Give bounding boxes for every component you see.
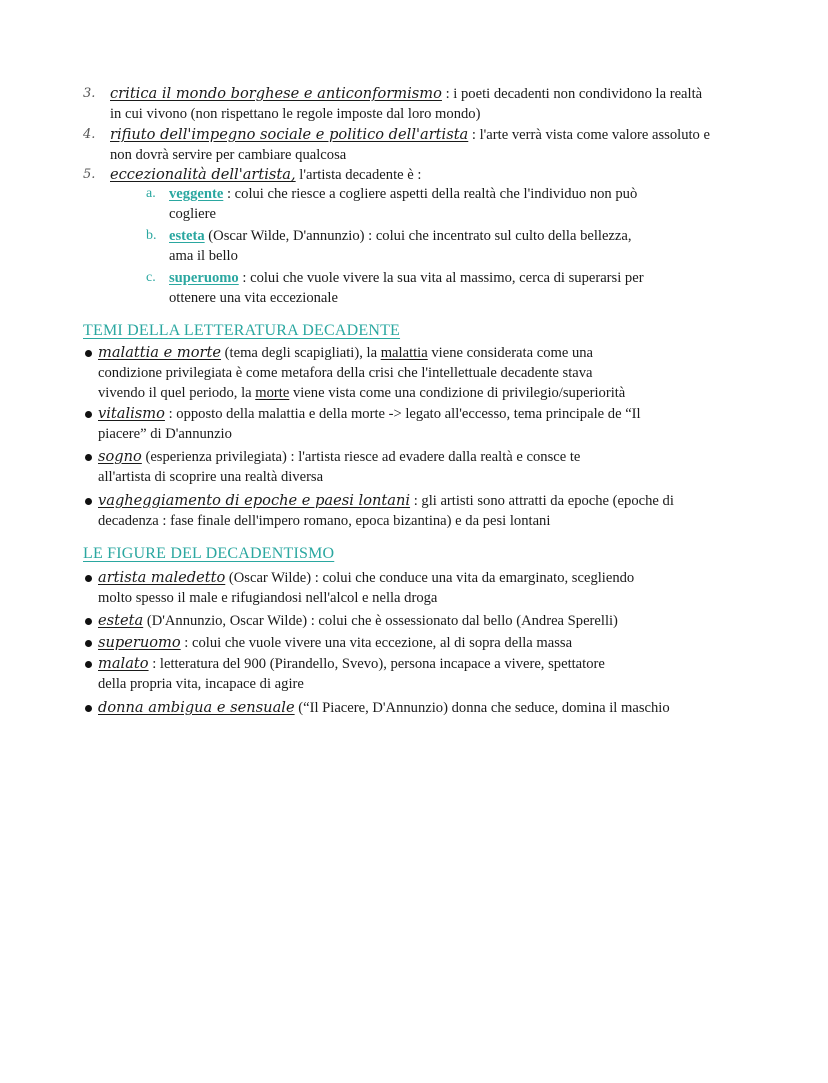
temi-4-term: vagheggiamento di epoche e paesi lontani — [98, 492, 411, 509]
item-4-text: : l'arte verrà vista come valore assoluto e — [468, 127, 710, 143]
sub-b-text: (Oscar Wilde, D'annunzio) : colui che incentrato sul culto della bellezza, — [204, 228, 632, 244]
figure-bullet-5 — [98, 698, 670, 718]
temi-1-term: malattia e morte — [98, 344, 222, 361]
temi-2-text: : opposto della malattia e della morte -> legato all'eccesso, tema principale de “Il — [164, 406, 641, 422]
temi-4-text: : gli artisti sono attratti da epoche (epoche di — [410, 493, 674, 509]
temi-1-morte: morte — [255, 385, 290, 401]
figure-4-continuation: della propria vita, incapace di agire — [98, 676, 304, 692]
sub-b-keyword: esteta — [169, 228, 205, 244]
temi-4-continuation: decadenza : fase finale dell'impero romano, epoca bizantina) e da pesi lontani — [98, 513, 551, 529]
bullet-dot — [85, 705, 92, 712]
item-3-term: critica il mondo borghese e anticonformismo — [110, 85, 442, 102]
sub-item-c — [169, 268, 644, 288]
bullet-dot — [85, 350, 92, 357]
figure-1-text: (Oscar Wilde) : colui che conduce una vita da emarginato, scegliendo — [225, 570, 635, 586]
figure-3-text: : colui che vuole vivere una vita eccezione, al di sopra della massa — [180, 635, 573, 651]
item-3-continuation: in cui vivono (non rispettano le regole imposte dal loro mondo) — [110, 106, 481, 122]
temi-1-continuation-1: condizione privilegiata è come metafora della crisi che l'intellettuale decadente stava — [98, 365, 593, 381]
figure-5-text: (“Il Piacere, D'Annunzio) donna che seduce, domina il maschio — [294, 700, 670, 716]
sub-c-keyword: superuomo — [169, 270, 239, 286]
sub-b-continuation: ama il bello — [169, 248, 238, 264]
figure-3-term: superuomo — [98, 634, 181, 651]
sub-item-a — [169, 184, 637, 204]
temi-1-cont2-a: vivendo il quel periodo, la — [98, 385, 256, 401]
item-4-term: rifiuto dell'impegno sociale e politico dell'artista — [110, 126, 469, 143]
temi-1-text-b: viene considerata come una — [427, 345, 594, 361]
temi-bullet-1 — [98, 343, 593, 363]
temi-2-term: vitalismo — [98, 405, 165, 422]
temi-3-text: (esperienza privilegiata) : l'artista riesce ad evadere dalla realtà e consce te — [141, 449, 581, 465]
figure-2-text: (D'Annunzio, Oscar Wilde) : colui che è ossessionato dal bello (Andrea Sperelli) — [143, 613, 618, 629]
item-5-term: eccezionalità dell'artista, — [110, 166, 296, 183]
figure-5-term: donna ambigua e sensuale — [98, 699, 295, 716]
list-item-5 — [110, 165, 421, 185]
bullet-dot — [85, 618, 92, 625]
temi-bullet-4 — [98, 491, 674, 511]
sub-a-keyword: veggente — [169, 186, 224, 202]
section-heading-figure: LE FIGURE DEL DECADENTISMO — [83, 545, 335, 562]
bullet-dot — [85, 661, 92, 668]
item-4-continuation: non dovrà servire per cambiare qualcosa — [110, 147, 347, 163]
temi-bullet-2 — [98, 404, 641, 424]
temi-1-malattia: malattia — [380, 345, 428, 361]
list-number-4: 4. — [83, 127, 96, 142]
figure-4-term: malato — [98, 655, 149, 672]
list-number-5: 5. — [83, 167, 96, 182]
sub-a-continuation: cogliere — [169, 206, 216, 222]
list-item-4 — [110, 125, 710, 145]
sub-c-text: : colui che vuole vivere la sua vita al massimo, cerca di superarsi per — [238, 270, 644, 286]
list-number-3: 3. — [83, 86, 96, 101]
temi-3-term: sogno — [98, 448, 142, 465]
section-heading-temi: TEMI DELLA LETTERATURA DECADENTE — [83, 322, 401, 339]
temi-2-continuation: piacere” di D'annunzio — [98, 426, 232, 442]
temi-1-text-a: (tema degli scapigliati), la — [221, 345, 381, 361]
bullet-dot — [85, 411, 92, 418]
sub-letter-b: b. — [146, 228, 157, 243]
sub-item-b — [169, 226, 632, 246]
item-5-text: l'artista decadente è : — [295, 167, 422, 183]
figure-4-text: : letteratura del 900 (Pirandello, Svevo), persona incapace a vivere, spettatore — [148, 656, 605, 672]
figure-bullet-3 — [98, 633, 572, 653]
figure-bullet-1 — [98, 568, 634, 588]
temi-3-continuation: all'artista di scoprire una realtà diversa — [98, 469, 324, 485]
bullet-dot — [85, 575, 92, 582]
sub-a-text: : colui che riesce a cogliere aspetti della realtà che l'individuo non può — [223, 186, 638, 202]
list-item-3 — [110, 84, 702, 104]
bullet-dot — [85, 454, 92, 461]
sub-letter-c: c. — [146, 270, 156, 285]
bullet-dot — [85, 498, 92, 505]
sub-c-continuation: ottenere una vita eccezionale — [169, 290, 338, 306]
figure-bullet-4 — [98, 654, 605, 674]
temi-bullet-3 — [98, 447, 580, 467]
temi-1-cont2-b: viene vista come una condizione di privilegio/superiorità — [289, 385, 626, 401]
figure-1-continuation: molto spesso il male e rifugiandosi nell'alcol e nella droga — [98, 590, 438, 606]
sub-letter-a: a. — [146, 186, 156, 201]
temi-1-continuation-2 — [98, 383, 625, 403]
figure-bullet-2 — [98, 611, 618, 631]
item-3-text: : i poeti decadenti non condividono la realtà — [441, 86, 703, 102]
figure-1-term: artista maledetto — [98, 569, 226, 586]
figure-2-term: esteta — [98, 612, 144, 629]
bullet-dot — [85, 640, 92, 647]
